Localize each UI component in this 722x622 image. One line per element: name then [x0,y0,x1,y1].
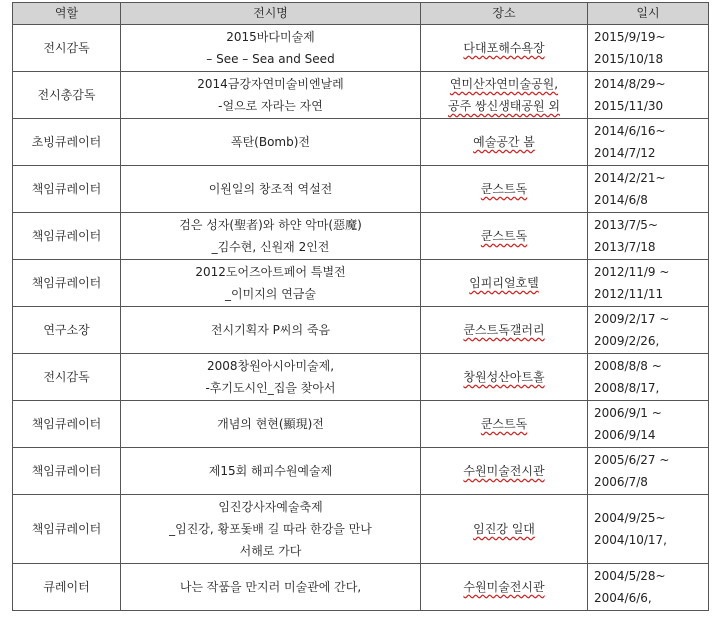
table-row [13,166,709,213]
exhibition-title-cell [121,166,421,213]
header-venue: 장소 [421,3,588,25]
role-cell: 전시총감독 [13,72,121,119]
date-cell [588,72,709,119]
exhibition-title-cell [121,213,421,260]
table-row [13,448,709,495]
date-cell [588,564,709,611]
date-cell [588,354,709,401]
exhibition-title-line: – See – Sea and Seed [206,52,335,66]
exhibition-history-table-container [12,2,709,611]
venue-line: 임진강 일대 [473,522,535,536]
header-exhibition-title: 전시명 [121,3,421,25]
venue-cell [421,307,588,354]
role-cell: 전시감독 [13,354,121,401]
exhibition-title-cell [121,260,421,307]
date-cell [588,166,709,213]
venue-line: 쿤스트독 [480,229,528,243]
exhibition-title-line: 2015바다미술제 [226,30,315,44]
venue-line: 쿤스트독 [480,182,528,196]
venue-cell [421,166,588,213]
exhibition-title-line: -얼으로 자라는 자연 [218,99,323,113]
venue-cell [421,354,588,401]
exhibition-title-line: 서해로 가다 [239,544,302,558]
date-line: 2006/9/14 [594,428,656,442]
venue-line: 연미산자연미술공원, [449,77,559,91]
date-line: 2013/7/5~ [594,218,658,232]
venue-cell [421,213,588,260]
exhibition-title-cell [121,354,421,401]
exhibition-history-table [12,2,709,611]
table-row [13,260,709,307]
venue-line: 공주 쌍신생태공원 외 [448,99,560,113]
table-row [13,354,709,401]
exhibition-title-line: 개념의 현현(顯現)전 [217,417,324,431]
role-cell: 책임큐레이터 [13,401,121,448]
exhibition-title-line: 2012도어즈아트페어 특별전 [195,265,346,279]
date-line: 2004/5/28~ [594,569,666,583]
exhibition-title-line: 제15회 해피수원예술제 [208,464,333,478]
table-row [13,25,709,72]
date-cell [588,213,709,260]
venue-cell [421,401,588,448]
exhibition-title-line: -후기도시인_집을 찾아서 [205,381,336,395]
exhibition-title-cell [121,401,421,448]
date-cell [588,119,709,166]
date-line: 2014/6/16~ [594,124,666,138]
venue-cell [421,25,588,72]
date-line: 2004/6/6, [594,591,652,605]
table-row [13,119,709,166]
exhibition-title-cell [121,448,421,495]
exhibition-title-cell [121,307,421,354]
venue-line: 쿤스트독갤러리 [463,323,545,337]
exhibition-title-cell [121,25,421,72]
date-line: 2012/11/9 ~ [594,265,670,279]
table-row [13,495,709,564]
header-date: 일시 [588,3,709,25]
venue-cell [421,260,588,307]
table-row [13,307,709,354]
venue-line: 쿤스트독 [480,417,528,431]
role-cell: 연구소장 [13,307,121,354]
table-row [13,564,709,611]
table-row [13,213,709,260]
date-cell [588,25,709,72]
table-row [13,72,709,119]
role-cell: 책임큐레이터 [13,260,121,307]
date-line: 2004/10/17, [594,533,667,547]
exhibition-title-line: 폭탄(Bomb)전 [230,135,311,149]
role-cell: 책임큐레이터 [13,213,121,260]
date-line: 2008/8/8 ~ [594,359,662,373]
date-line: 2015/10/18 [594,52,664,66]
date-line: 2014/8/29~ [594,77,666,91]
date-cell [588,307,709,354]
date-line: 2006/9/1 ~ [594,406,662,420]
venue-cell [421,495,588,564]
role-cell: 큐레이터 [13,564,121,611]
date-line: 2008/8/17, [594,381,660,395]
venue-line: 다대포해수욕장 [463,41,545,55]
date-cell [588,401,709,448]
date-line: 2009/2/26, [594,334,660,348]
table-body [13,25,709,611]
date-line: 2015/9/19~ [594,30,666,44]
venue-line: 임피리얼호텔 [469,276,539,290]
exhibition-title-line: 임진강사자예술축제 [218,500,323,514]
venue-cell [421,564,588,611]
date-line: 2015/11/30 [594,99,664,113]
exhibition-title-line: _임진강, 황포돛배 길 따라 한강을 만나 [169,522,372,536]
table-row [13,401,709,448]
exhibition-title-cell [121,564,421,611]
date-line: 2013/7/18 [594,240,656,254]
exhibition-title-line: 전시기획자 P씨의 죽음 [210,323,331,337]
role-cell: 책임큐레이터 [13,495,121,564]
exhibition-title-line: 이원일의 창조적 역설전 [208,182,333,196]
date-line: 2005/6/27 ~ [594,453,670,467]
role-cell: 전시감독 [13,25,121,72]
exhibition-title-line: 2008창원아시아미술제, [206,359,335,373]
venue-line: 수원미술전시관 [463,580,545,594]
date-line: 2014/7/12 [594,146,656,160]
role-cell: 초빙큐레이터 [13,119,121,166]
exhibition-title-line: _이미지의 연금술 [225,287,316,301]
venue-cell [421,448,588,495]
exhibition-title-cell [121,72,421,119]
date-line: 2004/9/25~ [594,511,666,525]
exhibition-title-line: 2014금강자연미술비엔날레 [197,77,344,91]
venue-line: 수원미술전시관 [463,464,545,478]
date-line: 2006/7/8 [594,475,648,489]
date-line: 2014/6/8 [594,193,648,207]
date-line: 2014/2/21~ [594,171,666,185]
header-role: 역할 [13,3,121,25]
date-line: 2012/11/11 [594,287,664,301]
exhibition-title-line: _김수현, 신원재 2인전 [211,240,330,254]
role-cell: 책임큐레이터 [13,166,121,213]
role-cell: 책임큐레이터 [13,448,121,495]
venue-cell [421,72,588,119]
exhibition-title-line: 나는 작품을 만지러 미술관에 간다, [179,580,362,594]
table-header-row [13,3,709,25]
venue-line: 창원성산아트홀 [463,370,545,384]
venue-line: 예술공간 봄 [473,135,535,149]
exhibition-title-cell [121,495,421,564]
date-line: 2009/2/17 ~ [594,312,670,326]
date-cell [588,495,709,564]
venue-cell [421,119,588,166]
date-cell [588,260,709,307]
exhibition-title-line: 검은 성자(聖者)와 하얀 악마(惡魔) [179,218,362,232]
date-cell [588,448,709,495]
exhibition-title-cell [121,119,421,166]
